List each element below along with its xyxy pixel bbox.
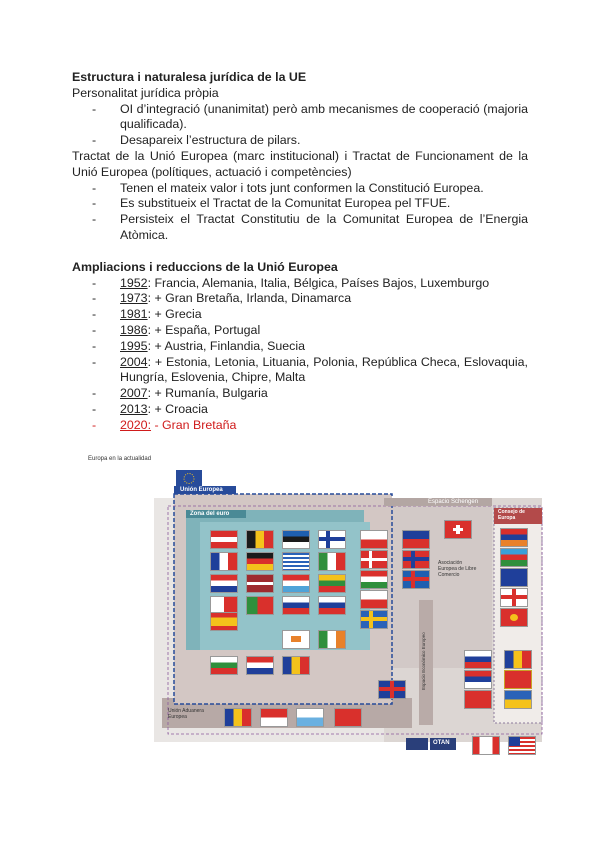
customs-union-label: Unión Aduanera Europea [168, 708, 204, 720]
flag-moldova-icon [504, 650, 532, 669]
flag-norway-icon [402, 550, 430, 569]
flag-germany-icon [246, 552, 274, 571]
list-item: - 1995: + Austria, Finlandia, Suecia [120, 339, 528, 355]
council-label: Consejo de Europa [498, 509, 525, 521]
flag-latvia-icon [246, 574, 274, 593]
flag-liechtenstein-icon [402, 530, 430, 549]
flag-ireland-icon [318, 630, 346, 649]
flag-ukraine-icon [504, 690, 532, 709]
flag-denmark-icon [360, 550, 388, 569]
flag-monaco-icon [260, 708, 288, 727]
enlargement-list [72, 276, 528, 434]
flag-belgium-icon [246, 530, 274, 549]
list-item: - Es substitueix el Tractat de la Comunitat Europea pel TFUE. [120, 196, 528, 212]
flag-croatia-icon [246, 656, 274, 675]
nato-label: OTAN [433, 740, 450, 746]
list-item: - 1973: + Gran Bretaña, Irlanda, Dinamarca [120, 291, 528, 307]
flag-usa-icon [508, 736, 536, 755]
flag-france-icon [210, 552, 238, 571]
flag-canada-icon [472, 736, 500, 755]
list-item: - 1952: Francia, Alemania, Italia, Bélgica, Países Bajos, Luxemburgo [120, 276, 528, 292]
eea-label: Espacio Económico Europeo [421, 632, 426, 690]
flag-spain-icon [210, 612, 238, 631]
flag-portugal-icon [246, 596, 274, 615]
list-item: - OI d’integració (unanimitat) però amb mecanismes de cooperació (majoria qualificada). [120, 102, 528, 134]
flag-romania-icon [282, 656, 310, 675]
flag-andorra-icon [224, 708, 252, 727]
flag-slovenia-icon [318, 596, 346, 615]
flag-turkey-icon [334, 708, 362, 727]
flag-greece-icon [282, 552, 310, 571]
eurozone-label: Zona del euro [190, 511, 230, 517]
flag-switzerland-icon [444, 520, 472, 539]
flag-armenia-icon [500, 528, 528, 547]
list-item: - 2013: + Croacia [120, 402, 528, 418]
europe-membership-diagram [84, 450, 546, 760]
schengen-label: Espacio Schengen [428, 499, 479, 505]
flag-italy-icon [318, 552, 346, 571]
flag-lithuania-icon [318, 574, 346, 593]
flag-czechia-icon [360, 530, 388, 549]
map-title: Europa en la actualidad [88, 456, 152, 462]
flag-sweden-icon [360, 610, 388, 629]
flag-cyprus-icon [282, 630, 310, 649]
flag-estonia-icon [282, 530, 310, 549]
list-item: - 2007: + Rumanía, Bulgaria [120, 386, 528, 402]
flag-albania-icon [464, 690, 492, 709]
treaty-bullets [72, 181, 528, 244]
flag-montenegro-icon [504, 670, 532, 689]
flag-netherlands-icon [210, 574, 238, 593]
flag-uk-icon [378, 680, 406, 699]
flag-hungary-icon [360, 570, 388, 589]
section-heading-enlargements: Ampliacions i reduccions de la Unió Europea [72, 259, 338, 274]
flag-slovakia-icon [282, 596, 310, 615]
list-item: - Tenen el mateix valor i tots junt conformen la Constitució Europea. [120, 181, 528, 197]
eu-label: Unión Europea [180, 487, 223, 493]
treaty-paragraph: Tractat de la Unió Europea (marc institucional) i Tractat de Funcionament de la Unió Europea (polítiques, actuació i competències) [72, 148, 528, 179]
structure-bullets [72, 102, 528, 149]
section-heading-structure: Estructura i naturalesa jurídica de la UE [72, 70, 307, 84]
list-item: - 2004: + Estonia, Letonia, Lituania, Polonia, República Checa, Eslovaquia, Hungría, Eslovenia, Chipre, Malta [120, 355, 528, 387]
list-item: - Desapareix l’estructura de pilars. [120, 133, 528, 149]
flag-san-marino-icon [296, 708, 324, 727]
flag-serbia-icon [464, 670, 492, 689]
document-body [72, 70, 528, 434]
flag-azerbaijan-icon [500, 548, 528, 567]
flag-russia-icon [464, 650, 492, 669]
list-item: - 1981: + Grecia [120, 307, 528, 323]
flag-iceland-icon [402, 570, 430, 589]
flag-luxembourg-icon [282, 574, 310, 593]
flag-austria-icon [210, 530, 238, 549]
flag-finland-icon [318, 530, 346, 549]
flag-macedonia-icon [500, 608, 528, 627]
flag-poland-icon [360, 590, 388, 609]
flag-bosnia-icon [500, 568, 528, 587]
list-item-highlight: - 2020: - Gran Bretaña [120, 418, 528, 434]
intro-line: Personalitat jurídica pròpia [72, 85, 219, 100]
list-item: - Persisteix el Tractat Constitutiu de la Comunitat Europea de l’Energia Atòmica. [120, 212, 528, 244]
flag-bulgaria-icon [210, 656, 238, 675]
efta-label: Asociación Europea de Libre Comercio [438, 560, 477, 578]
list-item: - 1986: + España, Portugal [120, 323, 528, 339]
flag-georgia-icon [500, 588, 528, 607]
